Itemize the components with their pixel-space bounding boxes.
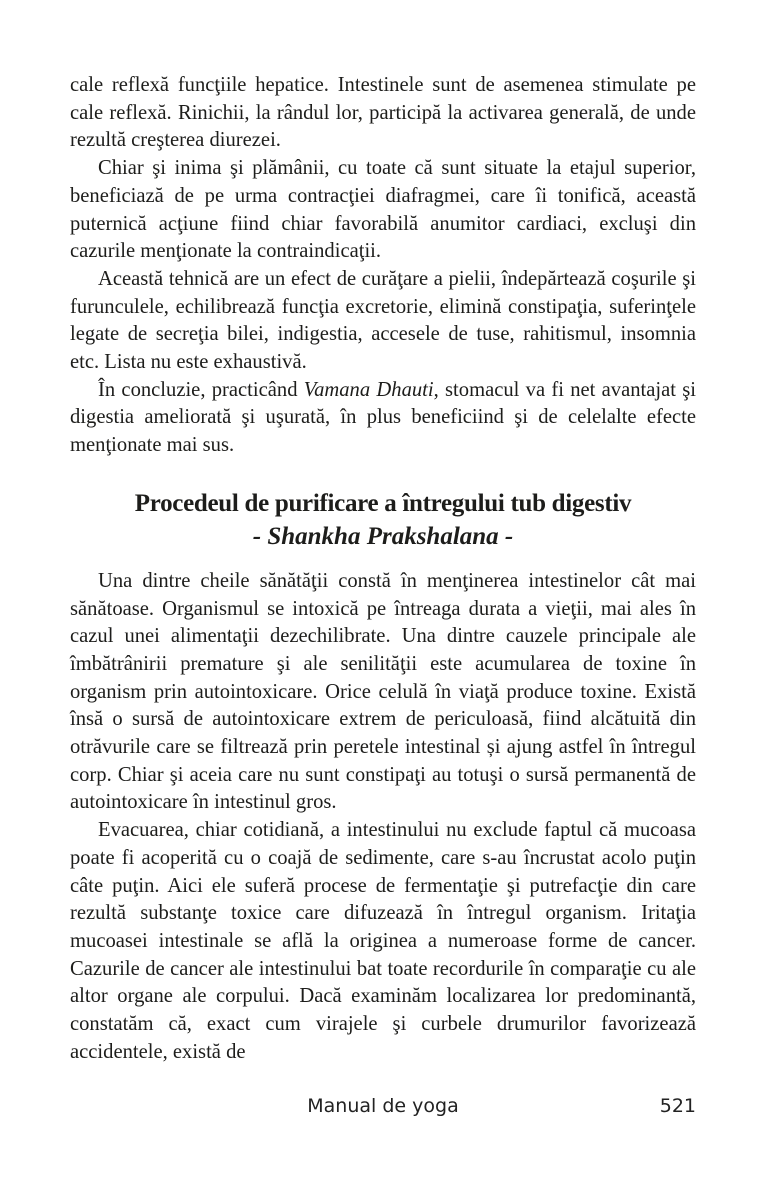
paragraph-text: , stomacul va fi net avantajat şi digestia ameliorată şi uşurată, în plus beneficiind şi de celelalte efecte menţionate mai sus. — [70, 378, 696, 457]
footer-book-title: Manual de yoga — [307, 1095, 459, 1117]
paragraph: Evacuarea, chiar cotidiană, a intestinului nu exclude faptul că mucoasa poate fi acoperită cu o coajă de sedimente, care s-au încrustat acolo puţin câte puţin. Aici ele suferă procese de fermentaţie şi putrefacţie din care rezultă substanţe toxice care difuzează în întregul organism. Iritaţia mucoasei intestinale se află la originea a numeroase forme de cancer. Cazurile de cancer ale intestinului bat toate recordurile în comparaţie cu ale altor organe ale corpului. Dacă examinăm localizarea lor predominantă, constatăm că, exact cum virajele şi curbele drumurilor favorizează accidentele, există de — [70, 819, 696, 1063]
footer-page-number: 521 — [659, 1095, 696, 1117]
page-footer — [70, 1093, 696, 1119]
paragraph-text: În concluzie, practicând — [98, 378, 304, 401]
paragraph: Această tehnică are un efect de curăţare a pielii, îndepărtează coşurile şi furunculele, echilibrează funcţia excretorie, elimină constipaţia, suferinţele legate de secreţia bilei, indigestia, accesele de tuse, rahitismul, insomnia etc. Lista nu este exhaustivă. — [70, 267, 696, 374]
section-heading — [70, 487, 696, 553]
paragraph: Chiar şi inima şi plămânii, cu toate că sunt situate la etajul superior, beneficiază de pe urma contracţiei diafragmei, care îi tonifică, această puternică acţiune fiind chiar favorabilă anumitor cardiaci, excluşi din cazurile menţionate la contraindicaţii. — [70, 157, 696, 263]
page-text-block — [70, 72, 696, 1067]
term-italic: Vamana Dhauti — [303, 378, 434, 401]
section-heading-title: Procedeul de purificare a întregului tub digestiv — [134, 489, 632, 517]
paragraph: Una dintre cheile sănătăţii constă în menţinerea intestinelor cât mai sănătoase. Organismul se intoxică pe întreaga durata a vieţii, mai ales în cazul unei alimentaţii dezechilibrate. Una dintre cauzele principale ale îmbătrânirii premature şi ale senilităţii este acumularea de toxine în organism prin autointoxicare. Orice celulă în viaţă produce toxine. Există însă o sursă de autointoxicare extrem de periculoasă, fiind alcătuită din otrăvurile care se filtrează prin peretele intestinal și ajung astfel în întregul corp. Chiar şi aceia care nu sunt constipaţi au totuşi o sursă permanentă de autointoxicare în intestinul gros. — [70, 569, 696, 814]
paragraph — [70, 377, 696, 460]
section-heading-subtitle: - Shankha Prakshalana - — [252, 522, 514, 550]
paragraph: cale reflexă funcţiile hepatice. Intestinele sunt de asemenea stimulate pe cale reflexă. Rinichii, la rândul lor, participă la activarea generală, de unde rezultă creşterea diurezei. — [70, 74, 696, 152]
